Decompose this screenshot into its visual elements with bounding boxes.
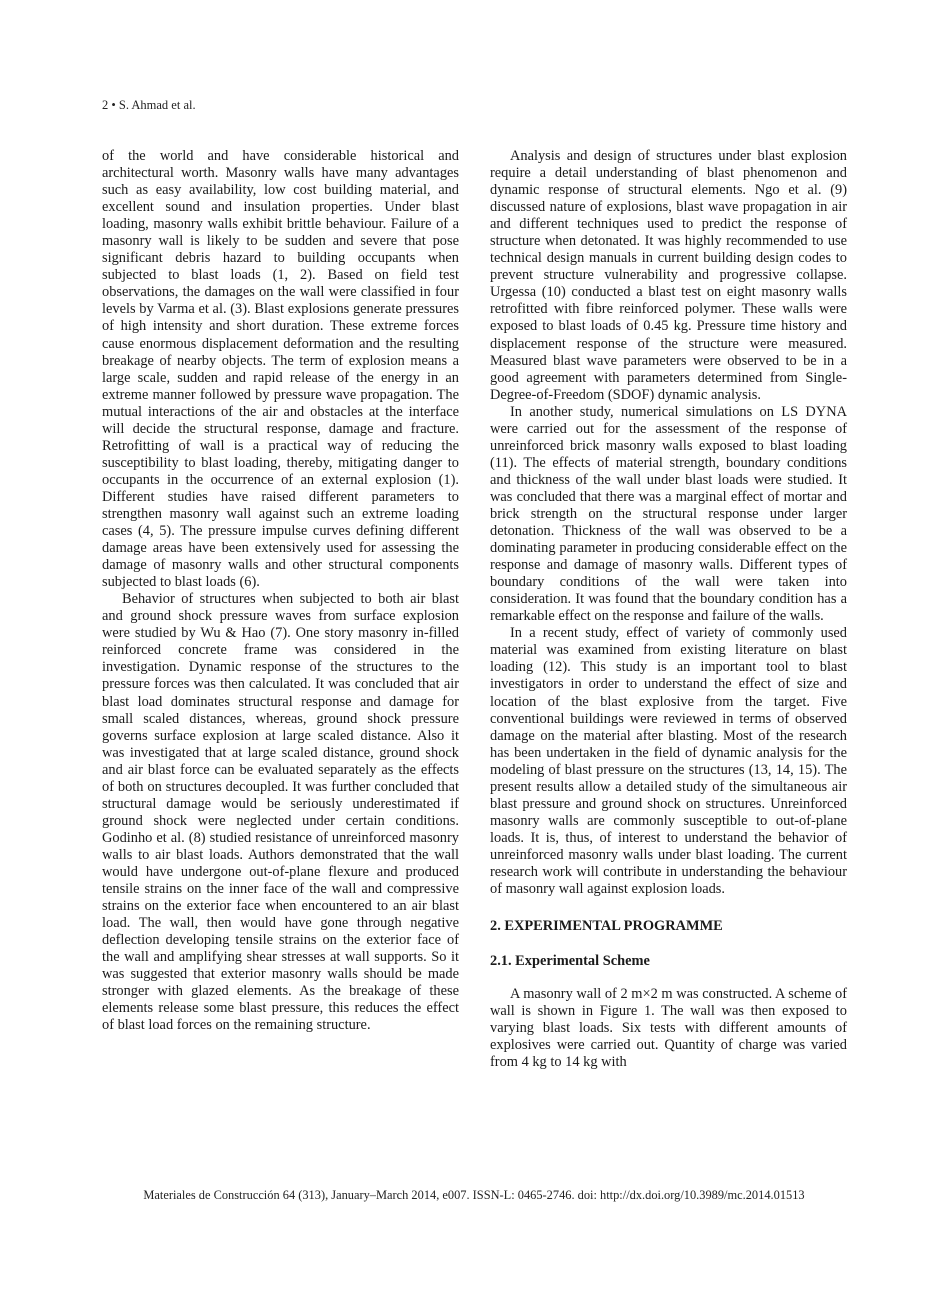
- right-column: [490, 148, 847, 1071]
- body-paragraph: A masonry wall of 2 m×2 m was constructed. A scheme of wall is shown in Figure 1. The wall was then exposed to varying blast loads. Six tests with different amounts of explosives were carried out. Quantity of charge was varied from 4 kg to 14 kg with: [490, 986, 847, 1071]
- left-column: [102, 148, 459, 1034]
- section-heading: 2. EXPERIMENTAL PROGRAMME: [490, 918, 723, 935]
- running-head: 2 • S. Ahmad et al.: [102, 98, 196, 112]
- journal-footer: Materiales de Construcción 64 (313), January–March 2014, e007. ISSN-L: 0465-2746. doi: http://dx.doi.org/10.3989/mc.2014.01513: [143, 1188, 805, 1202]
- body-paragraph: Analysis and design of structures under blast explosion require a detail understanding of blast phenomenon and dynamic response of structural elements. Ngo et al. (9) discussed nature of explosions, blast wave propagation in air and different techniques used to predict the response of structure when detonated. It was highly recommended to use technical design manuals in current building design codes to prevent structure vulnerability and progressive collapse. Urgessa (10) conducted a blast test on eight masonry walls retrofitted with fibre reinforced polymer. These walls were exposed to blast loads of 0.45 kg. Pressure time history and displacement response of the structure were measured. Measured blast wave parameters were observed to be in a good agreement with parameters determined from Single-Degree-of-Freedom (SDOF) dynamic analysis.: [490, 148, 847, 403]
- subsection-heading: 2.1. Experimental Scheme: [490, 953, 650, 970]
- body-paragraph: Behavior of structures when subjected to both air blast and ground shock pressure waves from surface explosion were studied by Wu & Hao (7). One story masonry in-filled reinforced concrete frame was considered in the investigation. Dynamic response of the structures to the pressure forces was then calculated. It was concluded that air blast load dominates structural response and damage for small scaled distances, whereas, ground shock pressure governs surface explosion at large scaled distance. Also it was investigated that at large scaled distance, ground shock and air blast force can be evaluated separately as the effects of both on structures decoupled. It was further concluded that structural damage would be seriously underestimated if ground shock were neglected under certain conditions. Godinho et al. (8) studied resistance of unreinforced masonry walls to air blast loads. Authors demonstrated that the wall would have undergone out-of-plane flexure and produced tensile strains on the inner face of the wall and compressive strains on the exterior face when encountered to an air blast load. The wall, then would have gone through negative deflection developing tensile strains on the exterior face of the wall and amplifying shear stresses at wall supports. So it was suggested that exterior masonry walls should be made stronger with glazed elements. As the breakage of these elements release some blast pressure, this reduces the effect of blast load forces on the remaining structure.: [102, 591, 459, 1034]
- body-paragraph: of the world and have considerable historical and architectural worth. Masonry walls have many advantages such as easy availability, low cost building material, and excellent sound and insulation properties. Under blast loading, masonry walls exhibit brittle behaviour. Failure of a masonry wall is likely to be sudden and severe that pose significant debris hazard to building occupants when subjected to blast loads (1, 2). Based on field test observations, the damages on the wall were classified in four levels by Varma et al. (3). Blast explosions generate pressures of high intensity and short duration. These extreme forces cause enormous displacement deformation and the resulting breakage of nearby objects. The term of explosion means a large scale, sudden and rapid release of the energy in an extreme manner followed by pressure wave propagation. The mutual interactions of the air and obstacles at the interface will decide the structural response, damage and fracture. Retrofitting of wall is a practical way of reducing the susceptibility to blast loading, thereby, mitigating danger to occupants in the occurrence of an external explosion (1). Different studies have raised different parameters to strengthen masonry wall against such an extreme loading cases (4, 5). The pressure impulse curves defining different damage areas have been extensively used for assessing the damage of masonry walls and other structural components subjected to blast loads (6).: [102, 148, 459, 591]
- body-paragraph: In another study, numerical simulations on LS DYNA were carried out for the assessment of the response of unreinforced brick masonry walls exposed to blast loading (11). The effects of material strength, boundary conditions and thickness of the wall under blast loads were studied. It was concluded that there was a marginal effect of mortar and brick strength on the structural response under larger detonation. Thickness of the wall was observed to be a dominating parameter in producing considerable effect on the response and damage of masonry walls. Different types of boundary conditions of the wall were taken into consideration. It was found that the boundary condition has a remarkable effect on the response and failure of the walls.: [490, 403, 847, 625]
- body-paragraph: In a recent study, effect of variety of commonly used material was examined from existing literature on blast loading (12). This study is an important tool to blast investigators in order to understand the effect of size and location of the blast explosive from the target. Five conventional buildings were reviewed in terms of observed damage on the material after blasting. Most of the research has been undertaken in the field of dynamic analysis for the modeling of blast pressure on the structures (13, 14, 15). The present results allow a detailed study of the simultaneous air blast pressure and ground shock on structures. Unreinforced masonry walls are commonly susceptible to out-of-plane loads. It is, thus, of interest to understand the behavior of unreinforced masonry walls under blast loading. The current research work will contribute in understanding the behaviour of masonry wall against explosion loads.: [490, 625, 847, 898]
